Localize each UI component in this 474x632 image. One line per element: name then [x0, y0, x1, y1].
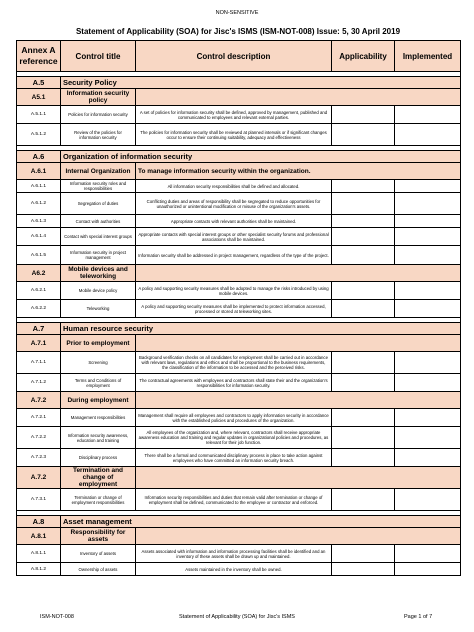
subsection-row — [17, 335, 461, 352]
control-title: Terms and Conditions of employment — [61, 374, 136, 392]
section-title: Human resource security — [61, 323, 461, 335]
column-header-implemented: Implemented — [395, 41, 461, 72]
control-ref: A.5.1.1 — [17, 106, 61, 124]
control-title: Screening — [61, 352, 136, 374]
implemented-badge: Yes — [395, 352, 461, 374]
subsection-row — [17, 265, 461, 282]
implemented-badge: Yes — [395, 449, 461, 467]
control-description: A set of policies for information security shall be defined, approved by management, published and communicated to employees and relevant external parties. — [136, 106, 332, 124]
subsection-ref: A6.2 — [17, 265, 61, 282]
control-title: Disciplinary process — [61, 449, 136, 467]
applicability-badge: Applicable — [332, 489, 395, 511]
subsection-ref: A.7.1 — [17, 335, 61, 352]
subsection-title: Mobile devices and teleworking — [61, 265, 136, 282]
table-row — [17, 215, 461, 228]
subsection-title: Information security policy — [61, 89, 136, 106]
section-ref: A.5 — [17, 77, 61, 89]
implemented-badge: Yes — [395, 489, 461, 511]
section-title: Security Policy — [61, 77, 461, 89]
control-description: Management shall require all employees and contractors to apply information security in accordance with the established policies and procedures of the organization. — [136, 409, 332, 427]
control-title: Ownership of assets — [61, 563, 136, 576]
table-row — [17, 489, 461, 511]
applicability-badge: Partially applicable — [332, 246, 395, 265]
applicability-badge: Applicable — [332, 193, 395, 215]
footer-page-number: Page 1 of 7 — [404, 614, 433, 620]
subsection-ref: A.8.1 — [17, 528, 61, 545]
subsection-empty — [136, 467, 461, 489]
section-row — [17, 151, 461, 163]
control-description: The contractual agreements with employees and contractors shall state their and the organization's responsibilities for information security. — [136, 374, 332, 392]
applicability-badge: Applicable — [332, 374, 395, 392]
applicability-badge: Applicable — [332, 545, 395, 563]
table-row — [17, 545, 461, 563]
control-ref: A.8.1.2 — [17, 563, 61, 576]
subsection-empty — [136, 265, 461, 282]
control-title: Management responsibilities — [61, 409, 136, 427]
implemented-badge: Yes — [395, 545, 461, 563]
control-ref: A.7.1.1 — [17, 352, 61, 374]
subsection-title: During employment — [61, 392, 136, 409]
classification-label: NON-SENSITIVE — [215, 10, 259, 16]
implemented-badge: Yes — [395, 106, 461, 124]
control-description: There shall be a formal and communicated disciplinary process in place to take action against employees who have committed an information security breach. — [136, 449, 332, 467]
section-title: Organization of information security — [61, 151, 461, 163]
section-ref: A.8 — [17, 516, 61, 528]
control-description: Assets associated with information and information processing facilities shall be identified and an inventory of these assets shall be drawn up and maintained. — [136, 545, 332, 563]
applicability-badge: Applicable — [332, 228, 395, 246]
soa-table — [16, 40, 461, 576]
subsection-row — [17, 467, 461, 489]
table-row — [17, 449, 461, 467]
column-header-title: Control title — [61, 41, 136, 72]
control-description: Appropriate contacts with special interest groups or other specialist security forums and professional associations shall be maintained. — [136, 228, 332, 246]
applicability-badge: Applicable — [332, 352, 395, 374]
control-title: Contact with special interest groups — [61, 228, 136, 246]
column-header-ref: Annex A reference — [17, 41, 61, 72]
table-header-row — [17, 41, 461, 72]
control-ref: A.6.1.3 — [17, 215, 61, 228]
control-ref: A.6.1.1 — [17, 180, 61, 193]
control-description: The policies for information security shall be reviewed at planned intervals or if significant changes occur to ensure their continuing suitability, adequacy and effectiveness — [136, 124, 332, 146]
table-row — [17, 374, 461, 392]
control-title: Policies for information security — [61, 106, 136, 124]
table-row — [17, 300, 461, 318]
table-row — [17, 246, 461, 265]
implemented-badge: Yes — [395, 124, 461, 146]
document-title: Statement of Applicability (SOA) for Jisc's ISMS (ISM-NOT-008) Issue: 5, 30 April 2019 — [75, 27, 401, 36]
implemented-badge: Yes — [395, 300, 461, 318]
section-row — [17, 323, 461, 335]
control-ref: A.7.1.2 — [17, 374, 61, 392]
control-ref: A.6.2.1 — [17, 282, 61, 300]
column-header-applicability: Applicability — [332, 41, 395, 72]
subsection-row — [17, 89, 461, 106]
applicability-badge: Applicable — [332, 300, 395, 318]
table-row — [17, 180, 461, 193]
subsection-title: Internal Organization — [61, 163, 136, 180]
implemented-badge: Yes — [395, 180, 461, 193]
control-title: Teleworking — [61, 300, 136, 318]
table-row — [17, 563, 461, 576]
applicability-badge: Applicable — [332, 449, 395, 467]
control-ref: A.5.1.2 — [17, 124, 61, 146]
table-row — [17, 228, 461, 246]
subsection-description: To manage information security within the organization. — [136, 163, 461, 180]
subsection-row — [17, 392, 461, 409]
control-description: A policy and supporting security measures shall be implemented to protect information accessed, processed or stored at teleworking sites. — [136, 300, 332, 318]
control-description: A policy and supporting security measures shall be adopted to manage the risks introduced by using mobile devices. — [136, 282, 332, 300]
control-description: Information security responsibilities and duties that remain valid after termination or change of employment shall be defined, communicated to the employee or contractor and enforced. — [136, 489, 332, 511]
section-ref: A.6 — [17, 151, 61, 163]
control-description: Information security shall be addressed in project management, regardless of the type of the project. — [136, 246, 332, 265]
soa-table-body — [17, 72, 461, 576]
section-title: Asset management — [61, 516, 461, 528]
applicability-badge: Applicable — [332, 409, 395, 427]
applicability-badge: Applicable — [332, 215, 395, 228]
control-ref: A.7.3.1 — [17, 489, 61, 511]
control-description: All employees of the organization and, where relevant, contractors shall receive appropriate awareness education and training and regular updates in organizational policies and procedures, as relevant for their job function. — [136, 427, 332, 449]
subsection-ref: A.7.2 — [17, 392, 61, 409]
applicability-badge: Applicable — [332, 427, 395, 449]
applicability-badge: Applicable — [332, 180, 395, 193]
table-row — [17, 409, 461, 427]
subsection-empty — [136, 335, 461, 352]
table-row — [17, 124, 461, 146]
footer-doc-id: ISM-NOT-008 — [40, 614, 74, 620]
control-description: Background verification checks on all candidates for employment shall be carried out in accordance with relevant laws, regulations and ethics and shall be proportional to the business requirements, the classification of the information to be accessed and the perceived risks. — [136, 352, 332, 374]
implemented-badge: No — [395, 246, 461, 265]
control-title: Information security in project management — [61, 246, 136, 265]
table-row — [17, 352, 461, 374]
control-ref: A.6.1.2 — [17, 193, 61, 215]
control-description: Appropriate contacts with relevant authorities shall be maintained. — [136, 215, 332, 228]
section-ref: A.7 — [17, 323, 61, 335]
subsection-empty — [136, 392, 461, 409]
applicability-badge: Applicable — [332, 106, 395, 124]
control-title: Information security roles and responsibilities — [61, 180, 136, 193]
control-description: Conflicting duties and areas of responsibility shall be segregated to reduce opportunities for unauthorized or unintentional modification or misuse of the organization's assets. — [136, 193, 332, 215]
subsection-title: Responsibility for assets — [61, 528, 136, 545]
control-title: Mobile device policy — [61, 282, 136, 300]
control-ref: A.7.2.3 — [17, 449, 61, 467]
subsection-ref: A.7.2 — [17, 467, 61, 489]
control-ref: A.7.2.1 — [17, 409, 61, 427]
section-row — [17, 516, 461, 528]
control-title: Segregation of duties — [61, 193, 136, 215]
control-title: Termination or change of employment responsibilities — [61, 489, 136, 511]
subsection-ref: A5.1 — [17, 89, 61, 106]
applicability-badge: Applicable — [332, 282, 395, 300]
subsection-empty — [136, 528, 461, 545]
implemented-badge: Yes — [395, 228, 461, 246]
subsection-title: Termination and change of employment — [61, 467, 136, 489]
table-row — [17, 106, 461, 124]
section-row — [17, 77, 461, 89]
control-title: Review of the policies for information security — [61, 124, 136, 146]
subsection-row — [17, 528, 461, 545]
control-ref: A.8.1.1 — [17, 545, 61, 563]
implemented-badge: Yes — [395, 374, 461, 392]
implemented-badge: Yes — [395, 563, 461, 576]
footer-doc-title: Statement of Applicability (SOA) for Jisc's ISMS — [179, 614, 295, 620]
control-title: Information security awareness, education and training — [61, 427, 136, 449]
subsection-row — [17, 163, 461, 180]
table-row — [17, 282, 461, 300]
table-row — [17, 427, 461, 449]
implemented-badge: Yes — [395, 427, 461, 449]
control-description: Assets maintained in the inventory shall be owned. — [136, 563, 332, 576]
control-ref: A.6.1.5 — [17, 246, 61, 265]
table-row — [17, 193, 461, 215]
subsection-ref: A.6.1 — [17, 163, 61, 180]
control-ref: A.6.2.2 — [17, 300, 61, 318]
implemented-badge: Yes — [395, 282, 461, 300]
control-ref: A.6.1.4 — [17, 228, 61, 246]
control-title: Contact with authorities — [61, 215, 136, 228]
applicability-badge: Applicable — [332, 124, 395, 146]
control-ref: A.7.2.2 — [17, 427, 61, 449]
column-header-description: Control description — [136, 41, 332, 72]
control-title: Inventory of assets — [61, 545, 136, 563]
control-description: All information security responsibilities shall be defined and allocated. — [136, 180, 332, 193]
subsection-title: Prior to employment — [61, 335, 136, 352]
implemented-badge: Yes — [395, 215, 461, 228]
subsection-empty — [136, 89, 461, 106]
implemented-badge: Yes — [395, 193, 461, 215]
implemented-badge: Yes — [395, 409, 461, 427]
applicability-badge: Applicable — [332, 563, 395, 576]
